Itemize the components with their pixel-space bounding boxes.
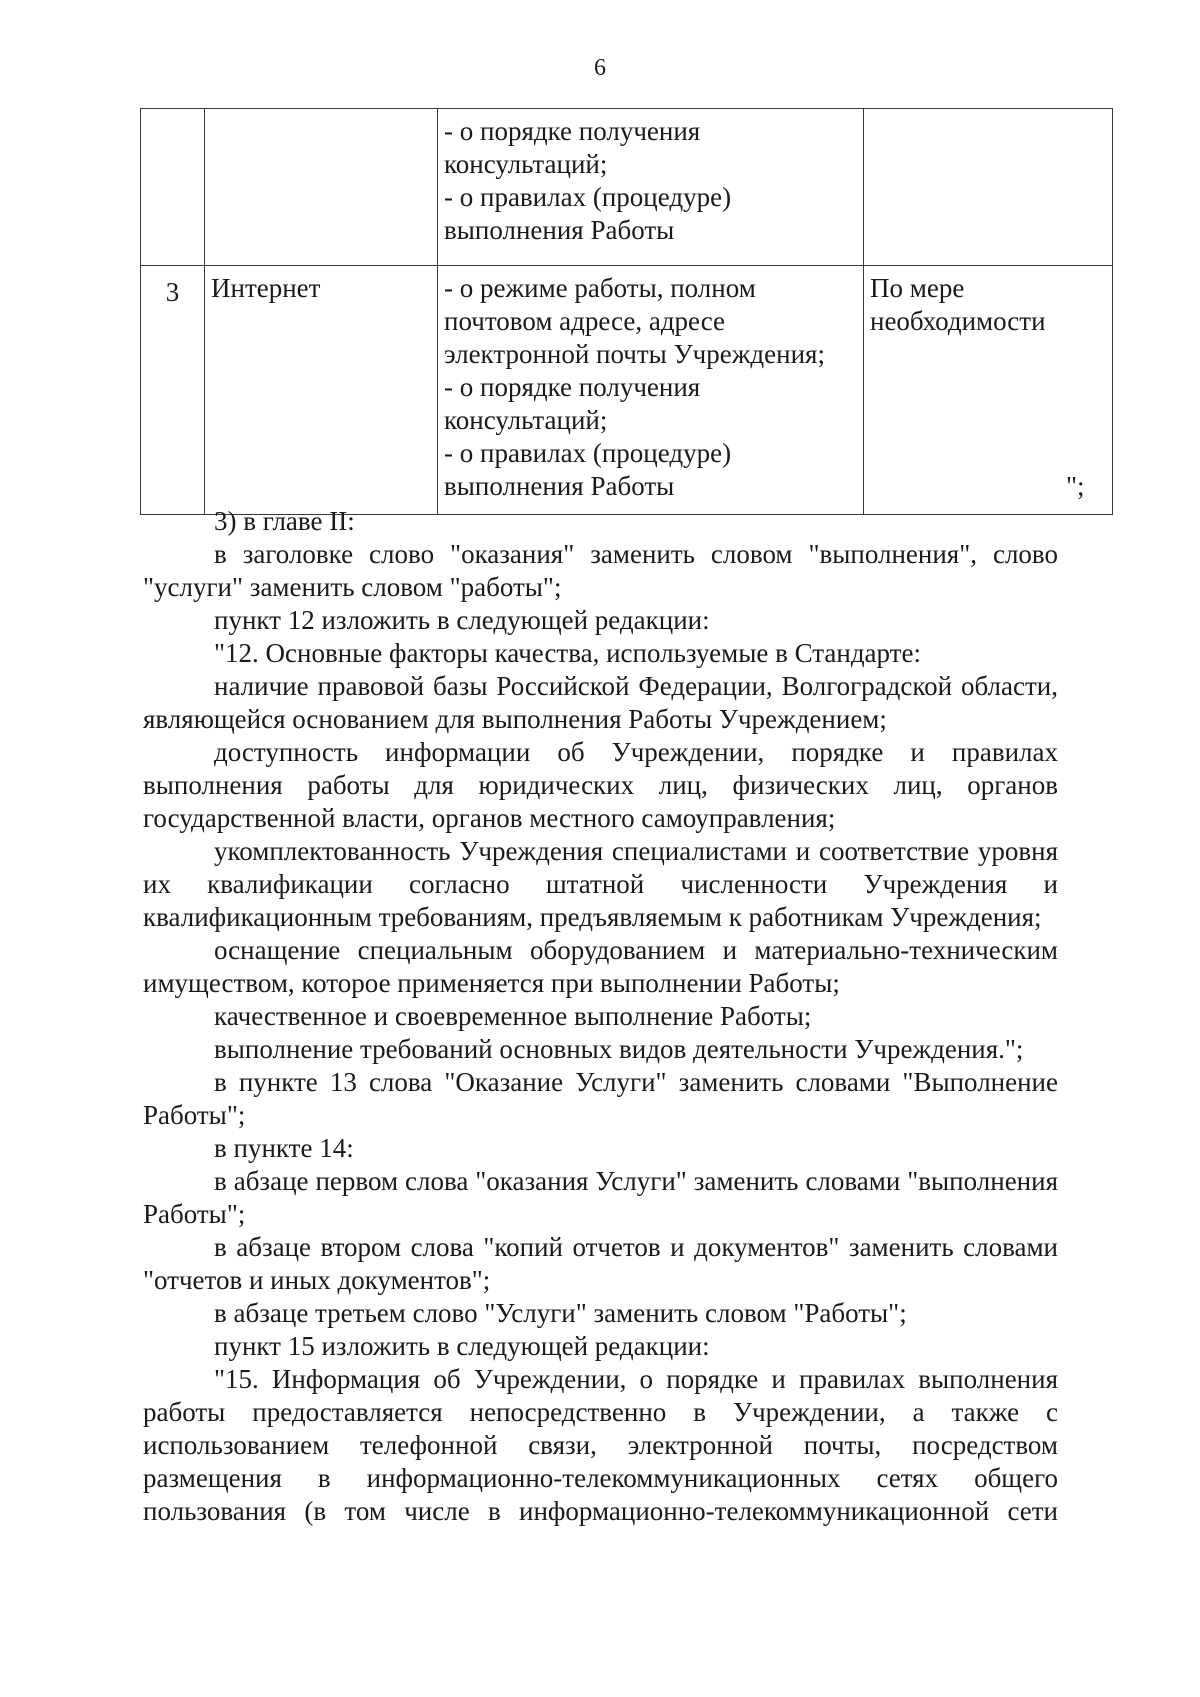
page-number: 6 [594, 55, 606, 81]
info-line: - о режиме работы, полном [444, 273, 756, 303]
document-body [143, 505, 1058, 1528]
paragraph: в пункте 13 слова "Оказание Услуги" заменить словами "Выполнение Работы"; [143, 1067, 1058, 1130]
info-line: консультаций; [444, 405, 608, 435]
info-line: консультаций; [444, 149, 608, 179]
paragraph: в пункте 14: [214, 1133, 354, 1163]
info-cell [438, 109, 864, 266]
paragraph: выполнение требований основных видов деятельности Учреждения."; [214, 1034, 1024, 1064]
info-line: - о правилах (процедуре) [444, 182, 732, 212]
info-line: - о порядке получения [444, 372, 701, 402]
paragraph: оснащение специальным оборудованием и материально-техническим имуществом, которое применяется при выполнении Работы; [143, 935, 1058, 998]
paragraph: пункт 15 изложить в следующей редакции: [214, 1331, 710, 1361]
paragraph: укомплектованность Учреждения специалистами и соответствие уровня их квалификации согласно штатной численности Учреждения и квалификационным требованиям, предъявляемым к работникам Учреждения; [143, 836, 1058, 932]
info-line: - о правилах (процедуре) [444, 438, 732, 468]
table-row [141, 109, 1113, 266]
paragraph: в абзаце втором слова "копий отчетов и документов" заменить словами "отчетов и иных документов"; [143, 1232, 1058, 1295]
paragraph: в заголовке слово "оказания" заменить словом "выполнения", слово "услуги" заменить словом "работы"; [143, 539, 1058, 602]
paragraph: наличие правовой базы Российской Федерации, Волгоградской области, являющейся основанием для выполнения Работы Учреждением; [143, 671, 1058, 734]
paragraph: качественное и своевременное выполнение Работы; [214, 1001, 812, 1031]
info-line: электронной почты Учреждения; [444, 339, 825, 369]
info-cell [438, 266, 864, 515]
paragraph: в абзаце первом слова "оказания Услуги" заменить словами "выполнения Работы"; [143, 1166, 1058, 1229]
table-closing-quote: "; [1066, 471, 1085, 501]
paragraph: пункт 12 изложить в следующей редакции: [214, 605, 710, 635]
paragraph: "15. Информация об Учреждении, о порядке и правилах выполнения работы предоставляется непосредственно в Учреждении, а также с использованием телефонной связи, электронной почты, посредством размещения в информационно-телекоммуникационных сетях общего пользования (в том числе в информационно-телекоммуникационной сети [143, 1364, 1058, 1526]
paragraph: доступность информации об Учреждении, порядке и правилах выполнения работы для юридических лиц, физических лиц, органов государственной власти, органов местного самоуправления; [143, 737, 1058, 833]
frequency-line: По мере [870, 273, 965, 303]
frequency-line: необходимости [870, 306, 1046, 336]
info-line: почтовом адресе, адресе [444, 306, 726, 336]
paragraph: в абзаце третьем слово "Услуги" заменить словом "Работы"; [214, 1298, 907, 1328]
info-line: выполнения Работы [444, 471, 675, 501]
table-row [141, 266, 1113, 515]
paragraph: "12. Основные факторы качества, используемые в Стандарте: [214, 638, 921, 668]
info-line: выполнения Работы [444, 215, 675, 245]
row-number-cell: 3 [141, 266, 205, 515]
info-table [140, 108, 1113, 515]
source-cell: Интернет [205, 266, 438, 515]
info-line: - о порядке получения [444, 116, 701, 146]
row-number-cell [141, 109, 205, 266]
paragraph-chapter-ref: 3) в главе II: [214, 506, 355, 536]
frequency-cell [864, 109, 1113, 266]
source-cell [205, 109, 438, 266]
